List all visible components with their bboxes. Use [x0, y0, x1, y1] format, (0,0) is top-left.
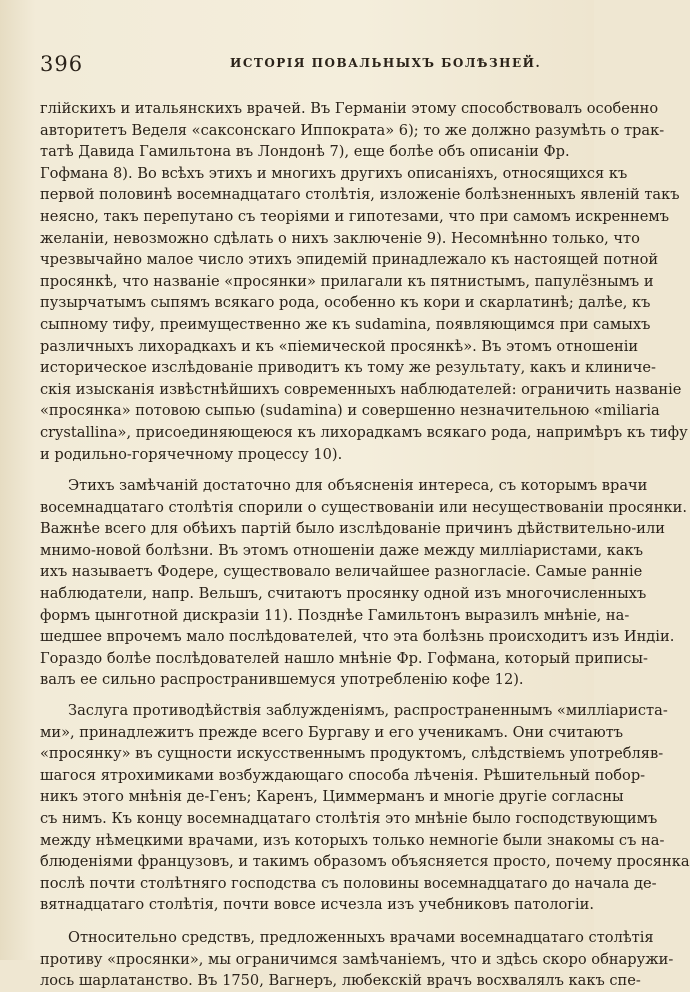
- text-line: никъ этого мнѣнія де-Генъ; Каренъ, Циммерманъ и многіе другіе согласны: [40, 788, 624, 806]
- text-line: Этихъ замѣчаній достаточно для объясненія интереса, съ которымъ врачи: [68, 477, 648, 495]
- text-line: послѣ почти столѣтняго господства съ половины восемнадцатаго до начала де-: [40, 874, 657, 892]
- text-line: «просянка» потовою сыпью (sudamina) и совершенно незначительною «miliaria: [40, 402, 660, 420]
- paragraph-1: [40, 98, 688, 465]
- text-line: ми», принадлежитъ прежде всего Бургаву и его ученикамъ. Они считаютъ: [40, 723, 624, 741]
- text-line: желаніи, невозможно сдѣлать о нихъ заключеніе 9). Несомнѣнно только, что: [40, 229, 640, 247]
- text-line: и родильно-горячечному процессу 10).: [40, 445, 343, 463]
- text-line: съ нимъ. Къ концу восемнадцатаго столѣтія это мнѣніе было господствующимъ: [40, 810, 658, 827]
- text-line: между нѣмецкими врачами, изъ которыхъ только немногіе были знакомы съ на-: [40, 831, 665, 849]
- page-number: 396: [40, 52, 84, 76]
- text-line: ихъ называетъ Фодере, существовало величайшее разногласіе. Самые ранніе: [40, 563, 643, 581]
- text-line: восемнадцатаго столѣтія спорили о существованіи или несуществованіи просянки.: [40, 498, 687, 516]
- text-line: первой половинѣ восемнадцатаго столѣтія, изложеніе болѣзненныхъ явленій такъ: [40, 186, 680, 204]
- text-line: лось шарлатанство. Въ 1750, Вагнеръ, любекскій врачъ восхвалялъ какъ спе-: [40, 972, 641, 990]
- text-line: наблюдатели, напр. Вельшъ, считаютъ просянку одной изъ многочисленныхъ: [40, 585, 647, 603]
- text-line: валъ ее сильно распространившемуся употребленію кофе 12).: [40, 671, 524, 689]
- text-line: глійскихъ и итальянскихъ врачей. Въ Германіи этому способствовалъ особенно: [40, 100, 659, 117]
- text-line: историческое изслѣдованіе приводитъ къ тому же результату, какъ и клиниче-: [40, 359, 656, 377]
- text-line: вятнадцатаго столѣтія, почти вовсе исчезла изъ учебниковъ патологіи.: [40, 896, 594, 914]
- text-line: противу «просянки», мы ограничимся замѣчаніемъ, что и здѣсь скоро обнаружи-: [40, 950, 674, 968]
- text-line: неясно, такъ перепутано съ теоріями и гипотезами, что при самомъ искреннемъ: [40, 207, 670, 225]
- text-line: шедшее впрочемъ мало послѣдователей, что эта болѣзнь происходитъ изъ Индіи.: [40, 628, 675, 646]
- text-line: Важнѣе всего для обѣихъ партій было изслѣдованіе причинъ дѣйствительно-или: [40, 520, 665, 538]
- text-line: сыпному тифу, преимущественно же къ sudamina, появляющимся при самыхъ: [40, 315, 651, 333]
- text-line: пузырчатымъ сыпямъ всякаго рода, особенно къ кори и скарлатинѣ; далѣе, къ: [40, 294, 651, 312]
- text-line: блюденіями французовъ, и такимъ образомъ объясняется просто, почему просянка: [40, 853, 690, 871]
- text-line: Гофмана 8). Во всѣхъ этихъ и многихъ другихъ описаніяхъ, относящихся къ: [40, 164, 628, 182]
- text-line: Гораздо болѣе послѣдователей нашло мнѣніе Фр. Гофмана, который приписы-: [40, 649, 648, 667]
- text-line: различныхъ лихорадкахъ и къ «піемической просянкѣ». Въ этомъ отношеніи: [40, 337, 639, 355]
- text-line: шагося ятрохимиками возбуждающаго способа лѣченія. Рѣшительный побор-: [40, 766, 646, 784]
- paragraph-2: [40, 475, 687, 691]
- text-line: формъ цынготной дискразіи 11). Позднѣе Гамильтонъ выразилъ мнѣніе, на-: [40, 606, 630, 624]
- text-line: Заслуга противодѣйствія заблужденіямъ, распространеннымъ «милліариста-: [68, 702, 668, 720]
- text-line: просянкѣ, что названіе «просянки» прилагали къ пятнистымъ, папулёзнымъ и: [40, 272, 654, 290]
- text-line: «просянку» въ сущности искусственнымъ продуктомъ, слѣдствіемъ употребляв-: [40, 745, 664, 763]
- text-line: Относительно средствъ, предложенныхъ врачами восемнадцатаго столѣтія: [68, 928, 654, 946]
- text-line: татѣ Давида Гамильтона въ Лондонѣ 7), еще болѣе объ описаніи Фр.: [40, 143, 570, 161]
- paragraph-4: [40, 927, 674, 992]
- text-line: скія изысканія извѣстнѣйшихъ современныхъ наблюдателей: ограничить названіе: [40, 380, 682, 398]
- text-line: чрезвычайно малое число этихъ эпидемій принадлежало къ настоящей потной: [40, 251, 659, 269]
- running-title: ИСТОРІЯ ПОВАЛЬНЫХЪ БОЛѢЗНЕЙ.: [230, 56, 542, 70]
- paragraph-3: [40, 700, 690, 916]
- text-line: авторитетъ Веделя «саксонскаго Иппократа» 6); то же должно разумѣть о трак-: [40, 121, 665, 139]
- page-header: [40, 46, 572, 80]
- text-line: crystallina», присоединяющеюся къ лихорадкамъ всякаго рода, напримѣръ къ тифу: [40, 423, 688, 441]
- text-line: мнимо-новой болѣзни. Въ этомъ отношеніи даже между милліаристами, какъ: [40, 541, 643, 559]
